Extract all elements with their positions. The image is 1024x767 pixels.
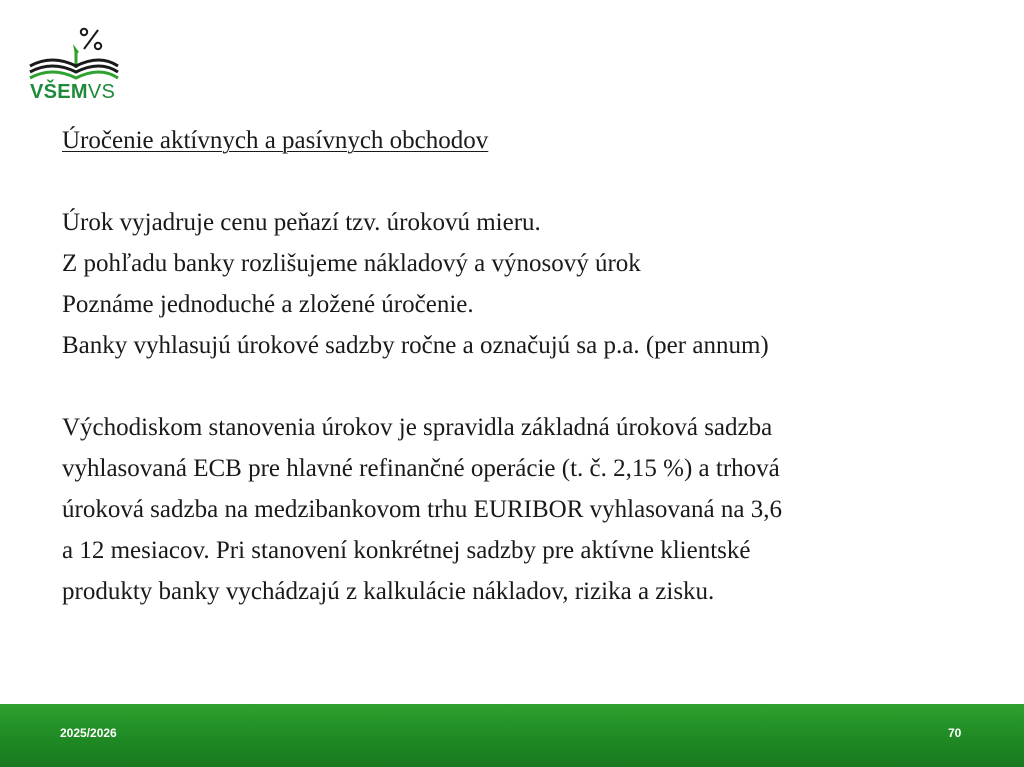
text-line: Z pohľadu banky rozlišujeme nákladový a výnosový úrok <box>62 250 641 277</box>
spacer <box>62 366 1002 407</box>
text-line: Poznáme jednoduché a zložené úročenie. <box>62 291 474 318</box>
logo <box>26 22 122 106</box>
logo-brand-primary: VŠEM <box>30 81 88 103</box>
text-line: Banky vyhlasujú úrokové sadzby ročne a označujú sa p.a. (per annum) <box>62 332 769 359</box>
page-number: 70 <box>948 726 962 740</box>
logo-wordmark <box>30 80 115 104</box>
text-line: Východiskom stanovenia úrokov je spravidla základná úroková sadzba <box>62 414 773 441</box>
open-book-percent-icon <box>26 22 122 82</box>
text-line: vyhlasovaná ECB pre hlavné refinančné operácie (t. č. 2,15 %) a trhová <box>62 455 780 482</box>
logo-brand-secondary: VS <box>87 81 116 103</box>
text-line: produkty banky vychádzajú z kalkulácie nákladov, rizika a zisku. <box>62 578 715 605</box>
text-line: úroková sadzba na medzibankovom trhu EURIBOR vyhlasovaná na 3,6 <box>62 496 782 523</box>
text-line: Úrok vyjadruje cenu peňazí tzv. úrokovú mieru. <box>62 209 541 236</box>
slide-title: Úročenie aktívnych a pasívnych obchodov <box>62 127 489 154</box>
slide-content <box>62 120 1002 612</box>
footer-year: 2025/2026 <box>60 726 117 740</box>
text-line: a 12 mesiacov. Pri stanovení konkrétnej sadzby pre aktívne klientské <box>62 537 751 564</box>
footer-bar <box>0 704 1024 767</box>
spacer <box>62 161 1002 202</box>
